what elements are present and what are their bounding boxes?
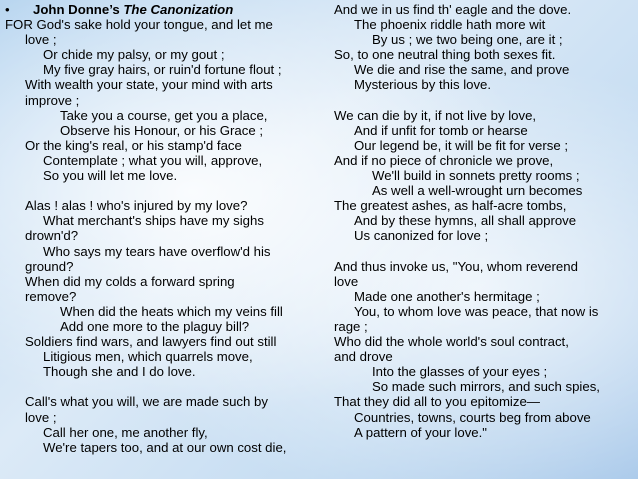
stanza-gap bbox=[5, 183, 323, 198]
poem-line: Who says my tears have overflow'd his bbox=[43, 243, 271, 259]
poem-line: Soldiers find wars, and lawyers find out still bbox=[25, 334, 277, 350]
title-work: The Canonization bbox=[123, 2, 234, 17]
poem-line: We'll build in sonnets pretty rooms ; bbox=[372, 168, 580, 184]
poem-line: And we in us find th' eagle and the dove. bbox=[334, 2, 572, 17]
poem-line: FOR God's sake hold your tongue, and let me bbox=[5, 17, 273, 33]
right-stanzas bbox=[334, 2, 634, 440]
poem-line: ground? bbox=[25, 258, 74, 274]
poem-line: Contemplate ; what you will, approve, bbox=[43, 152, 263, 168]
poem-line: Alas ! alas ! who's injured by my love? bbox=[25, 198, 248, 214]
poem-line: A pattern of your love." bbox=[354, 424, 487, 440]
poem-line: love ; bbox=[25, 32, 57, 48]
stanza-gap bbox=[334, 93, 634, 108]
left-stanzas bbox=[5, 17, 323, 455]
poem-line: Observe his Honour, or his Grace ; bbox=[60, 122, 264, 138]
poem-line: So you will let me love. bbox=[43, 168, 178, 184]
poem-line: Into the glasses of your eyes ; bbox=[372, 364, 548, 380]
poem-line: With wealth your state, your mind with arts bbox=[25, 77, 273, 93]
poem-line: Add one more to the plaguy bill? bbox=[60, 318, 250, 334]
poem-line: And thus invoke us, "You, whom reverend bbox=[334, 258, 578, 274]
poem-line: Take you a course, get you a place, bbox=[60, 107, 268, 123]
poem-line: Us canonized for love ; bbox=[354, 228, 489, 244]
poem-line: Mysterious by this love. bbox=[354, 77, 492, 93]
poem-line: Countries, towns, courts beg from above bbox=[354, 409, 591, 425]
poem-line: And if unfit for tomb or hearse bbox=[354, 122, 528, 138]
poem-line: What merchant's ships have my sighs bbox=[43, 213, 264, 229]
poem-line: Our legend be, it will be fit for verse ; bbox=[354, 137, 569, 153]
poem-line: love bbox=[334, 273, 359, 289]
poem-line: drown'd? bbox=[25, 228, 79, 244]
poem-line: Though she and I do love. bbox=[43, 364, 196, 380]
poem-line: You, to whom love was peace, that now is bbox=[354, 303, 599, 319]
poem-line: Or chide my palsy, or my gout ; bbox=[43, 47, 225, 63]
poem-column-right bbox=[334, 2, 634, 440]
poem-line: remove? bbox=[25, 288, 77, 304]
poem-line: And if no piece of chronicle we prove, bbox=[334, 152, 554, 168]
title-author: John Donne’s bbox=[33, 2, 124, 17]
poem-line: improve ; bbox=[25, 92, 80, 108]
poem-line: As well a well-wrought urn becomes bbox=[372, 183, 583, 199]
poem-line: rage ; bbox=[334, 318, 368, 334]
slide-title bbox=[5, 2, 323, 17]
poem-line: And by these hymns, all shall approve bbox=[354, 213, 577, 229]
poem-line: By us ; we two being one, are it ; bbox=[372, 32, 563, 48]
poem-line: Call's what you will, we are made such by bbox=[25, 394, 268, 410]
poem-line: When did the heats which my veins fill bbox=[60, 303, 283, 319]
poem-line: The greatest ashes, as half-acre tombs, bbox=[334, 198, 567, 214]
title-bullet: • bbox=[5, 2, 10, 17]
poem-line: We can die by it, if not live by love, bbox=[334, 107, 537, 123]
stanza-gap bbox=[334, 244, 634, 259]
poem-line: My five gray hairs, or ruin'd fortune flout ; bbox=[43, 62, 282, 78]
poem-line: So made such mirrors, and such spies, bbox=[372, 379, 600, 395]
poem-column-left bbox=[5, 2, 323, 455]
poem-line: Who did the whole world's soul contract, bbox=[334, 334, 569, 350]
poem-line: That they did all to you epitomize— bbox=[334, 394, 540, 410]
poem-line: and drove bbox=[334, 349, 393, 365]
poem-line: We're tapers too, and at our own cost die, bbox=[43, 439, 287, 455]
poem-line: Litigious men, which quarrels move, bbox=[43, 349, 253, 365]
poem-line: love ; bbox=[25, 409, 57, 425]
poem-line: So, to one neutral thing both sexes fit. bbox=[334, 47, 556, 63]
poem-line: We die and rise the same, and prove bbox=[354, 62, 570, 78]
poem-line: Or the king's real, or his stamp'd face bbox=[25, 137, 242, 153]
poem-line: Call her one, me another fly, bbox=[43, 424, 208, 440]
poem-line: Made one another's hermitage ; bbox=[354, 288, 540, 304]
poem-line: The phoenix riddle hath more wit bbox=[354, 17, 546, 33]
stanza-gap bbox=[5, 379, 323, 394]
poem-line: When did my colds a forward spring bbox=[25, 273, 235, 289]
